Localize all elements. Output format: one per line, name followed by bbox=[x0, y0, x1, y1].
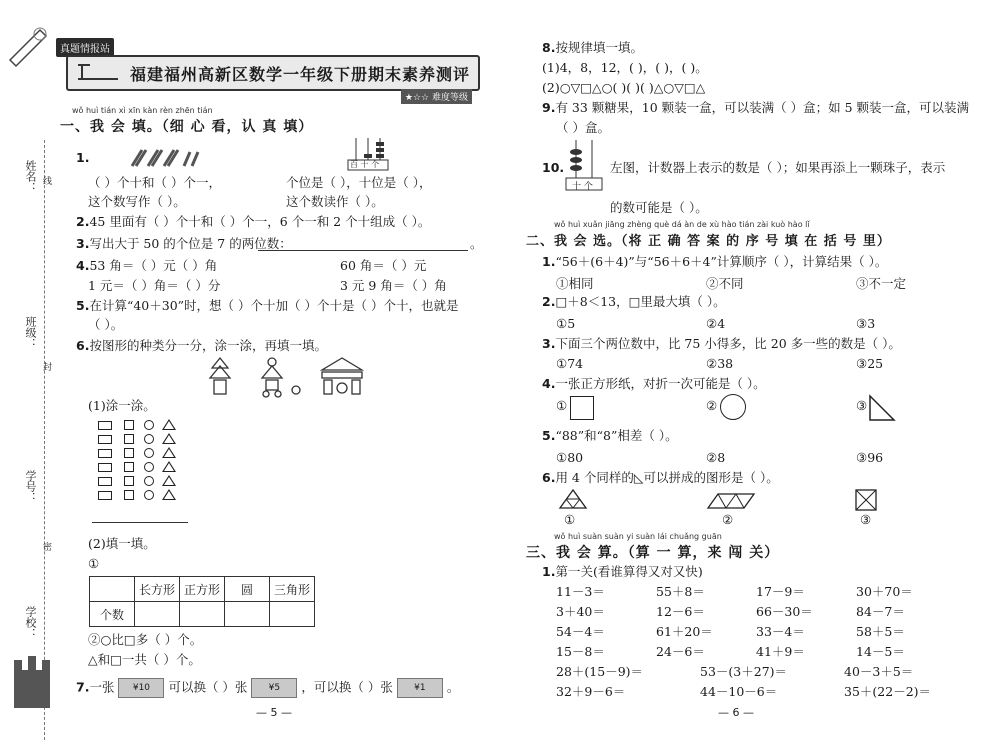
count-cell-triangle[interactable] bbox=[270, 602, 315, 627]
calc-r4-c2: 24－6＝ bbox=[656, 644, 705, 659]
s2q6-text: 6.用 4 个同样的◺可以拼成的图形是（ ）。 bbox=[542, 470, 779, 485]
q1-line1: （ ）个十和（ ）个一， bbox=[88, 175, 221, 190]
s2q1-opt2[interactable]: ②不同 bbox=[706, 276, 744, 291]
s2q6-opt3[interactable]: ③ bbox=[860, 512, 872, 527]
option-triangle-icon bbox=[868, 394, 896, 422]
student-id-label: 学号： bbox=[24, 470, 37, 503]
q8-line2: (2)○▽□△○( )( )( )△○▽□△ bbox=[542, 80, 706, 95]
q3-answer-line[interactable] bbox=[258, 250, 468, 251]
q6-sub1: (1)涂一涂。 bbox=[88, 398, 156, 413]
banknote-1-icon: ¥1 bbox=[397, 678, 443, 698]
table-header-circle: 圆 bbox=[225, 577, 270, 602]
q3-text: 3.写出大于 50 的个位是 7 的两位数： bbox=[76, 236, 292, 251]
q5-text: 5.在计算“40＋30”时，想（ ）个十加（ ）个十是（ ）个十，也就是 bbox=[76, 298, 459, 313]
q10-number: 10. bbox=[542, 160, 565, 175]
option-parallelogram-icon bbox=[706, 490, 756, 510]
q6-text: 6.按图形的种类分一分，涂一涂，再填一填。 bbox=[76, 338, 327, 353]
banknote-10-icon: ¥10 bbox=[118, 678, 164, 698]
shape-count-table bbox=[89, 576, 315, 627]
s2q6-opt1[interactable]: ① bbox=[564, 512, 576, 527]
q5-text2: （ ）。 bbox=[88, 317, 124, 332]
s2q4-opt1[interactable]: ① bbox=[556, 398, 568, 413]
difficulty-level: ★☆☆ 难度等级 bbox=[401, 89, 472, 104]
table-header-rect: 长方形 bbox=[135, 577, 180, 602]
calc-r2-c4: 84－7＝ bbox=[856, 604, 905, 619]
q8-text: 8.按规律填一填。 bbox=[542, 40, 643, 55]
calc-r5-c1: 28＋(15－9)＝ bbox=[556, 664, 644, 679]
s2q2-opt2[interactable]: ②4 bbox=[706, 316, 726, 331]
fold-mark-line: 线 bbox=[41, 176, 51, 185]
s2q2-opt3[interactable]: ③3 bbox=[856, 316, 876, 331]
q4-row2a: 1 元＝（ ）角＝（ ）分 bbox=[88, 278, 221, 293]
count-cell-square[interactable] bbox=[180, 602, 225, 627]
castle-decoration-icon bbox=[10, 650, 54, 710]
s2q5-opt1[interactable]: ①80 bbox=[556, 450, 584, 465]
pencil-decoration-icon bbox=[0, 20, 52, 70]
rect-column[interactable] bbox=[98, 416, 112, 505]
page-number-left: — 5 — bbox=[256, 706, 292, 719]
option-triangle-stack-icon bbox=[558, 488, 588, 510]
calc-r1-c2: 55＋8＝ bbox=[656, 584, 705, 599]
option-crossed-square-icon bbox=[854, 488, 878, 512]
exam-title: 福建福州高新区数学一年级下册期末素养测评 bbox=[130, 65, 471, 84]
header-banner bbox=[66, 55, 480, 103]
count-cell-circle[interactable] bbox=[225, 602, 270, 627]
s2q1-opt3[interactable]: ③不一定 bbox=[856, 276, 907, 291]
s2q3-opt3[interactable]: ③25 bbox=[856, 356, 884, 371]
ruler-icon bbox=[76, 61, 120, 83]
triangle-column[interactable] bbox=[162, 416, 176, 503]
s2q1-opt1[interactable]: ①相同 bbox=[556, 276, 594, 291]
s2q3-opt2[interactable]: ②38 bbox=[706, 356, 734, 371]
s2q5-opt2[interactable]: ②8 bbox=[706, 450, 726, 465]
q2-text: 2.45 里面有（ ）个十和（ ）个一，6 个一和 2 个十组成（ ）。 bbox=[76, 214, 431, 229]
s3q1-text: 1.第一关(看谁算得又对又快) bbox=[542, 564, 703, 579]
banknote-5-icon: ¥5 bbox=[251, 678, 297, 698]
s2q6-opt2[interactable]: ② bbox=[722, 512, 734, 527]
q7-text: 7.一张 ¥10 可以换（ ）张 ¥5 ，可以换（ ）张 ¥1 。 bbox=[76, 678, 459, 698]
calc-r6-c1: 32＋9－6＝ bbox=[556, 684, 626, 699]
q1-line2b: 这个数读作（ ）。 bbox=[286, 194, 384, 209]
table-header-triangle: 三角形 bbox=[270, 577, 315, 602]
calc-r3-c4: 58＋5＝ bbox=[856, 624, 905, 639]
s2q3-text: 3.下面三个两位数中，比 75 小得多，比 20 多一些的数是（ ）。 bbox=[542, 336, 901, 351]
section1-pinyin: wǒ huì tián xì xīn kàn rèn zhēn tián bbox=[72, 106, 213, 115]
section3-title: 三、我 会 算。（算 一 算，来 闯 关） bbox=[526, 545, 780, 561]
fold-mark-secret: 密 bbox=[41, 542, 51, 551]
s2q5-text: 5.“88”和“8”相差（ ）。 bbox=[542, 428, 678, 443]
q6-sub2: (2)填一填。 bbox=[88, 536, 156, 551]
q9-text2: （ ）盒。 bbox=[556, 120, 610, 135]
calc-r2-c1: 3＋40＝ bbox=[556, 604, 605, 619]
header-badge: 真题情报站 bbox=[56, 38, 114, 57]
calc-r1-c3: 17－9＝ bbox=[756, 584, 805, 599]
binding-margin bbox=[0, 0, 58, 748]
s2q2-text: 2.□＋8＜13，□里最大填（ ）。 bbox=[542, 294, 726, 309]
section3-pinyin: wǒ huì suàn suàn yi suàn lái chuǎng guān bbox=[554, 532, 722, 541]
section2-title: 二、我 会 选。（将 正 确 答 案 的 序 号 填 在 括 号 里） bbox=[526, 234, 891, 249]
grid-baseline bbox=[92, 522, 188, 523]
calc-r1-c4: 30＋70＝ bbox=[856, 584, 913, 599]
count-cell-rect[interactable] bbox=[135, 602, 180, 627]
calc-r6-c2: 44－10－6＝ bbox=[700, 684, 778, 699]
section1-title: 一、我 会 填。（细 心 看，认 真 填） bbox=[60, 119, 314, 135]
calc-r5-c2: 53－(3＋27)＝ bbox=[700, 664, 788, 679]
name-label: 姓名： bbox=[24, 160, 37, 193]
q10-text2: 的数可能是（ ）。 bbox=[610, 200, 708, 215]
q9-text: 9.有 33 颗糖果，10 颗装一盒，可以装满（ ）盒；如 5 颗装一盒，可以装满 bbox=[542, 100, 970, 115]
calc-r5-c3: 40－3＋5＝ bbox=[844, 664, 914, 679]
circle-column[interactable] bbox=[144, 416, 154, 504]
fold-mark-seal: 封 bbox=[41, 362, 51, 371]
abacus-labels: 百 十 个 bbox=[350, 160, 380, 169]
s2q3-opt1[interactable]: ①74 bbox=[556, 356, 584, 371]
s2q2-opt1[interactable]: ①5 bbox=[556, 316, 576, 331]
s2q4-text: 4.一张正方形纸，对折一次可能是（ ）。 bbox=[542, 376, 766, 391]
table-header-blank bbox=[90, 577, 135, 602]
calc-r4-c4: 14－5＝ bbox=[856, 644, 905, 659]
q1-number: 1. bbox=[76, 150, 90, 165]
calc-r4-c3: 41＋9＝ bbox=[756, 644, 805, 659]
s2q1-text: 1.“56＋(6＋4)”与“56＋6＋4”计算顺序（ ），计算结果（ ）。 bbox=[542, 254, 888, 269]
s2q4-opt3[interactable]: ③ bbox=[856, 398, 868, 413]
s2q5-opt3[interactable]: ③96 bbox=[856, 450, 884, 465]
square-column[interactable] bbox=[124, 416, 134, 504]
q6-circ1: ① bbox=[88, 556, 100, 571]
shape-figures-icon bbox=[204, 354, 364, 398]
page-number-right: — 6 — bbox=[718, 706, 754, 719]
q4-row2b: 3 元 9 角＝（ ）角 bbox=[340, 278, 447, 293]
table-row-label: 个数 bbox=[90, 602, 135, 627]
q4-row1b: 60 角＝（ ）元 bbox=[340, 258, 427, 273]
calc-r2-c3: 66－30＝ bbox=[756, 604, 813, 619]
counter-labels: 十 个 bbox=[572, 182, 593, 192]
s2q4-opt2[interactable]: ② bbox=[706, 398, 718, 413]
school-label: 学校： bbox=[24, 606, 37, 639]
class-label: 班级： bbox=[24, 316, 37, 349]
section2-pinyin: wǒ huì xuǎn jiāng zhèng què dá àn de xù hào tián zài kuò hào lǐ bbox=[554, 220, 810, 229]
q10-text: 左图，计数器上表示的数是（ ）；如果再添上一颗珠子，表示 bbox=[610, 160, 946, 175]
calc-r1-c1: 11－3＝ bbox=[556, 584, 605, 599]
q1-line1b: 个位是（ ），十位是（ ）， bbox=[286, 175, 432, 190]
q4-row1a: 4.53 角＝（ ）元（ ）角 bbox=[76, 258, 218, 273]
calc-r2-c2: 12－6＝ bbox=[656, 604, 705, 619]
q8-line1: (1)4，8，12，( )，( )，( )。 bbox=[542, 60, 708, 75]
table-header-square: 正方形 bbox=[180, 577, 225, 602]
q1-line2: 这个数写作（ ）。 bbox=[88, 194, 186, 209]
calc-r6-c3: 35＋(22－2)＝ bbox=[844, 684, 932, 699]
option-circle-icon bbox=[720, 394, 746, 420]
q6-line3: △和□一共（ ）个。 bbox=[88, 652, 201, 667]
calc-r4-c1: 15－8＝ bbox=[556, 644, 605, 659]
page-right bbox=[500, 0, 1000, 748]
calc-r3-c1: 54－4＝ bbox=[556, 624, 605, 639]
option-square-icon bbox=[570, 396, 594, 420]
q3-end: 。 bbox=[470, 236, 483, 251]
q6-line2: ②○比□多（ ）个。 bbox=[88, 632, 203, 647]
calc-r3-c2: 61＋20＝ bbox=[656, 624, 713, 639]
counting-sticks-icon bbox=[128, 146, 206, 170]
calc-r3-c3: 33－4＝ bbox=[756, 624, 805, 639]
